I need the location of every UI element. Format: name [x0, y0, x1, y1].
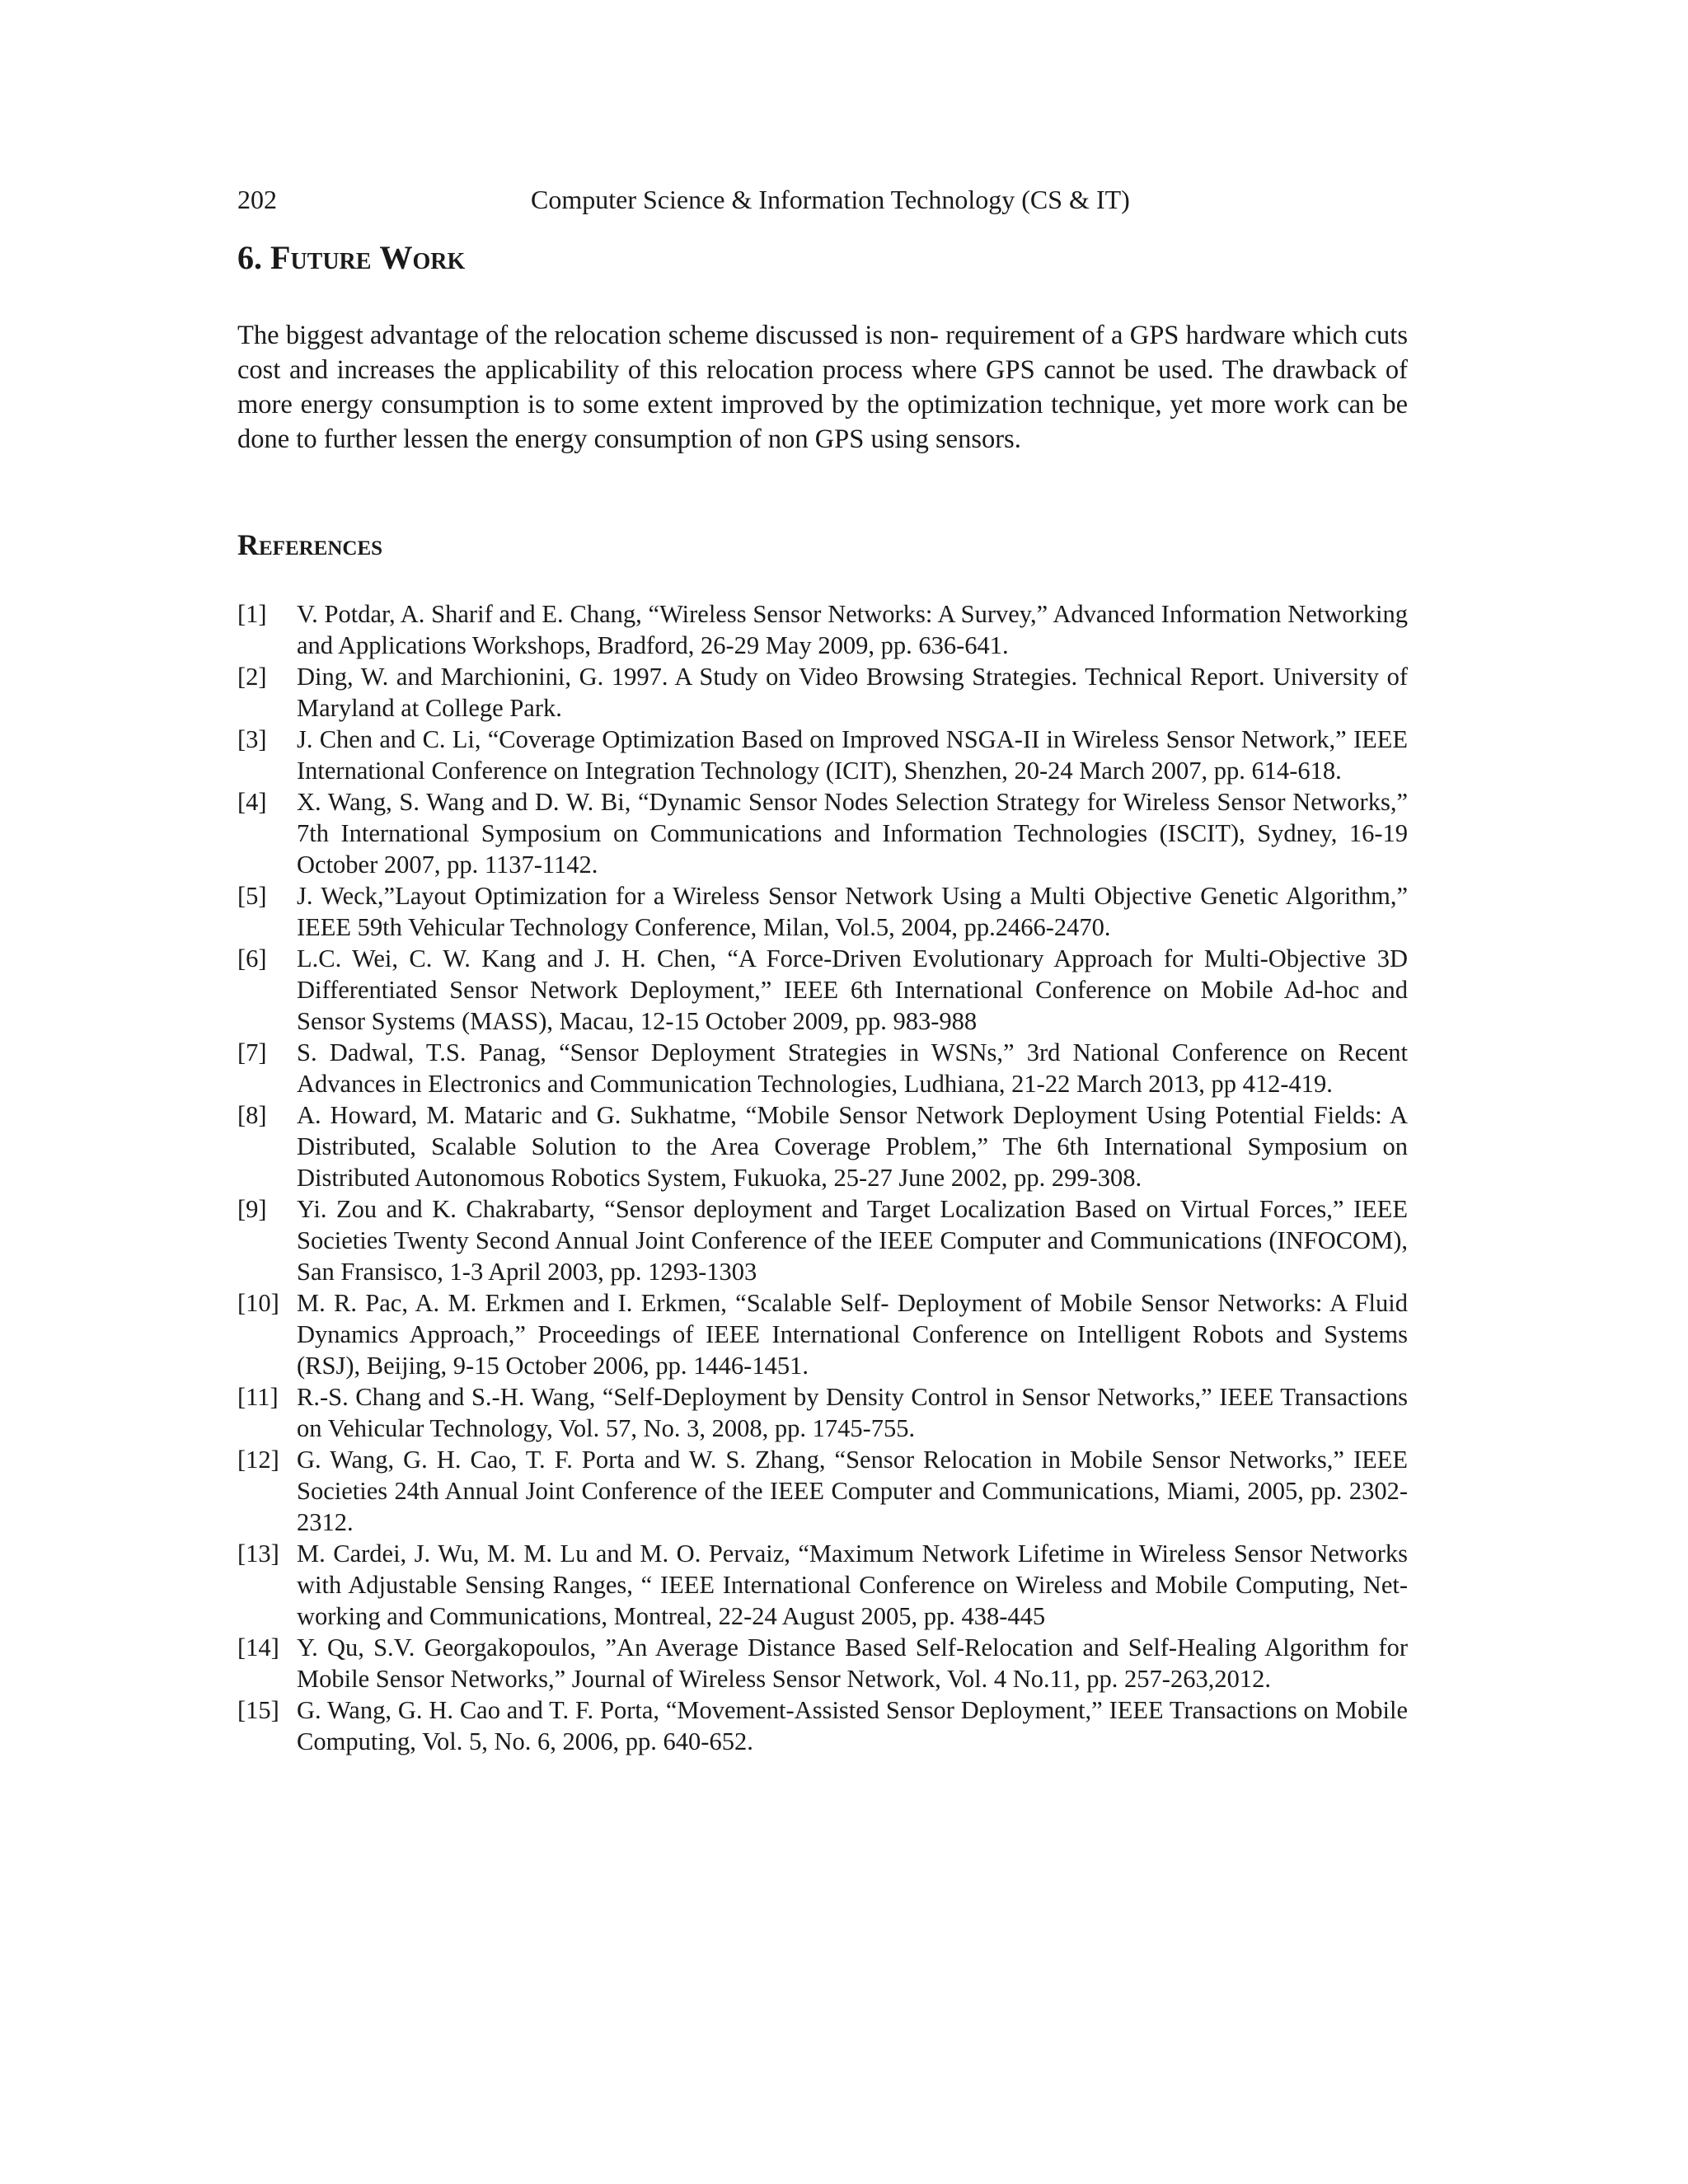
section-title-letter-w: W	[379, 239, 413, 276]
section-title-part-2: ork	[412, 239, 466, 276]
reference-label: [4]	[237, 788, 267, 816]
reference-label: [14]	[237, 1633, 279, 1661]
reference-text: X. Wang, S. Wang and D. W. Bi, “Dynamic Sensor Nodes Selection Strategy for Wireless Sensor Networks,” 7th International Symposium on Communications and Information Technologies (ISCIT), Sydney, 16-19 October 2007, pp. 1137-1142.	[297, 788, 1408, 879]
reference-text: Ding, W. and Marchionini, G. 1997. A Study on Video Browsing Strategies. Technical Report. University of Maryland at College Park.	[297, 663, 1408, 722]
reference-text: J. Chen and C. Li, “Coverage Optimization Based on Improved NSGA-II in Wireless Sensor Network,” IEEE International Conference on Integration Technology (ICIT), Shenzhen, 20-24 March 2007, pp. 614-618.	[297, 725, 1408, 785]
reference-text: Y. Qu, S.V. Georgakopoulos, ”An Average Distance Based Self-Relocation and Self-Healing Algorithm for Mobile Sensor Networks,” Journal of Wireless Sensor Network, Vol. 4 No.11, pp. 257-263,2012.	[297, 1633, 1408, 1693]
reference-label: [15]	[237, 1696, 279, 1724]
reference-item	[237, 1538, 1408, 1632]
reference-label: [9]	[237, 1195, 267, 1223]
reference-text: M. R. Pac, A. M. Erkmen and I. Erkmen, “Scalable Self- Deployment of Mobile Sensor Networks: A Fluid Dynamics Approach,” Proceedings of IEEE International Conference on Intelligent Robots and Systems (RSJ), Beijing, 9-15 October 2006, pp. 1446-1451.	[297, 1289, 1408, 1380]
reference-label: [11]	[237, 1383, 279, 1411]
reference-text: V. Potdar, A. Sharif and E. Chang, “Wireless Sensor Networks: A Survey,” Advanced Information Networking and Applications Workshops, Bradford, 26-29 May 2009, pp. 636-641.	[297, 600, 1408, 659]
reference-item	[237, 1193, 1408, 1287]
reference-item	[237, 786, 1408, 880]
reference-item	[237, 724, 1408, 786]
reference-label: [8]	[237, 1101, 267, 1129]
reference-label: [3]	[237, 725, 267, 753]
reference-text: J. Weck,”Layout Optimization for a Wireless Sensor Network Using a Multi Objective Genetic Algorithm,” IEEE 59th Vehicular Technology Conference, Milan, Vol.5, 2004, pp.2466-2470.	[297, 882, 1408, 941]
reference-text: A. Howard, M. Mataric and G. Sukhatme, “Mobile Sensor Network Deployment Using Potential Fields: A Distributed, Scalable Solution to the Area Coverage Problem,” The 6th International Symposium on Distributed Autonomous Robotics System, Fukuoka, 25-27 June 2002, pp. 299-308.	[297, 1101, 1408, 1192]
reference-label: [5]	[237, 882, 267, 910]
reference-text: G. Wang, G. H. Cao and T. F. Porta, “Movement-Assisted Sensor Deployment,” IEEE Transactions on Mobile Computing, Vol. 5, No. 6, 2006, pp. 640-652.	[297, 1696, 1408, 1755]
reference-item	[237, 1099, 1408, 1193]
reference-item	[237, 1694, 1408, 1757]
reference-label: [1]	[237, 600, 267, 628]
references-heading: References	[237, 528, 383, 561]
reference-item	[237, 1381, 1408, 1444]
reference-item	[237, 880, 1408, 943]
reference-label: [10]	[237, 1289, 279, 1317]
reference-text: Yi. Zou and K. Chakrabarty, “Sensor deployment and Target Localization Based on Virtual Forces,” IEEE Societies Twenty Second Annual Joint Conference of the IEEE Computer and Communications (INFOCOM), San Fransisco, 1-3 April 2003, pp. 1293-1303	[297, 1195, 1408, 1286]
section-title-part-1: uture	[290, 239, 380, 276]
reference-item	[237, 943, 1408, 1037]
reference-text: M. Cardei, J. Wu, M. M. Lu and M. O. Pervaiz, “Maximum Network Lifetime in Wireless Sensor Networks with Adjustable Sensing Ranges, “ IEEE International Conference on Wireless and Mobile Computing, Net- working and Communications, Montreal, 22-24 August 2005, pp. 438-445	[297, 1540, 1408, 1630]
section-number: 6.	[237, 239, 262, 276]
reference-text: R.-S. Chang and S.-H. Wang, “Self-Deployment by Density Control in Sensor Networks,” IEEE Transactions on Vehicular Technology, Vol. 57, No. 3, 2008, pp. 1745-755.	[297, 1383, 1408, 1442]
reference-label: [12]	[237, 1446, 279, 1474]
reference-item	[237, 1287, 1408, 1381]
running-header	[237, 183, 1408, 216]
reference-item	[237, 1444, 1408, 1538]
future-work-paragraph: The biggest advantage of the relocation scheme discussed is non- requirement of a GPS hardware which cuts cost and increases the applicability of this relocation process where GPS cannot be used. The drawback of more energy consumption is to some extent improved by the optimization technique, yet more work can be done to further lessen the energy consumption of non GPS using sensors.	[237, 321, 1408, 454]
reference-item	[237, 1037, 1408, 1099]
journal-name: Computer Science & Information Technology (CS & IT)	[531, 185, 1130, 214]
reference-text: S. Dadwal, T.S. Panag, “Sensor Deployment Strategies in WSNs,” 3rd National Conference on Recent Advances in Electronics and Communication Technologies, Ludhiana, 21-22 March 2013, pp 412-419.	[297, 1038, 1408, 1098]
reference-text: G. Wang, G. H. Cao, T. F. Porta and W. S. Zhang, “Sensor Relocation in Mobile Sensor Networks,” IEEE Societies 24th Annual Joint Conference of the IEEE Computer and Communications, Miami, 2005, pp. 2302-2312.	[297, 1446, 1408, 1536]
reference-label: [2]	[237, 663, 267, 691]
reference-label: [7]	[237, 1038, 267, 1066]
reference-item	[237, 598, 1408, 661]
reference-label: [6]	[237, 944, 267, 972]
reference-text: L.C. Wei, C. W. Kang and J. H. Chen, “A Force-Driven Evolutionary Approach for Multi-Objective 3D Differentiated Sensor Network Deployment,” IEEE 6th International Conference on Mobile Ad-hoc and Sensor Systems (MASS), Macau, 12-15 October 2009, pp. 983-988	[297, 944, 1408, 1035]
reference-item	[237, 661, 1408, 724]
reference-list	[237, 598, 1408, 1757]
reference-item	[237, 1632, 1408, 1694]
section-heading-future-work	[237, 236, 465, 280]
reference-label: [13]	[237, 1540, 279, 1568]
page-number: 202	[237, 185, 277, 214]
section-title-letter-f: F	[270, 239, 291, 276]
